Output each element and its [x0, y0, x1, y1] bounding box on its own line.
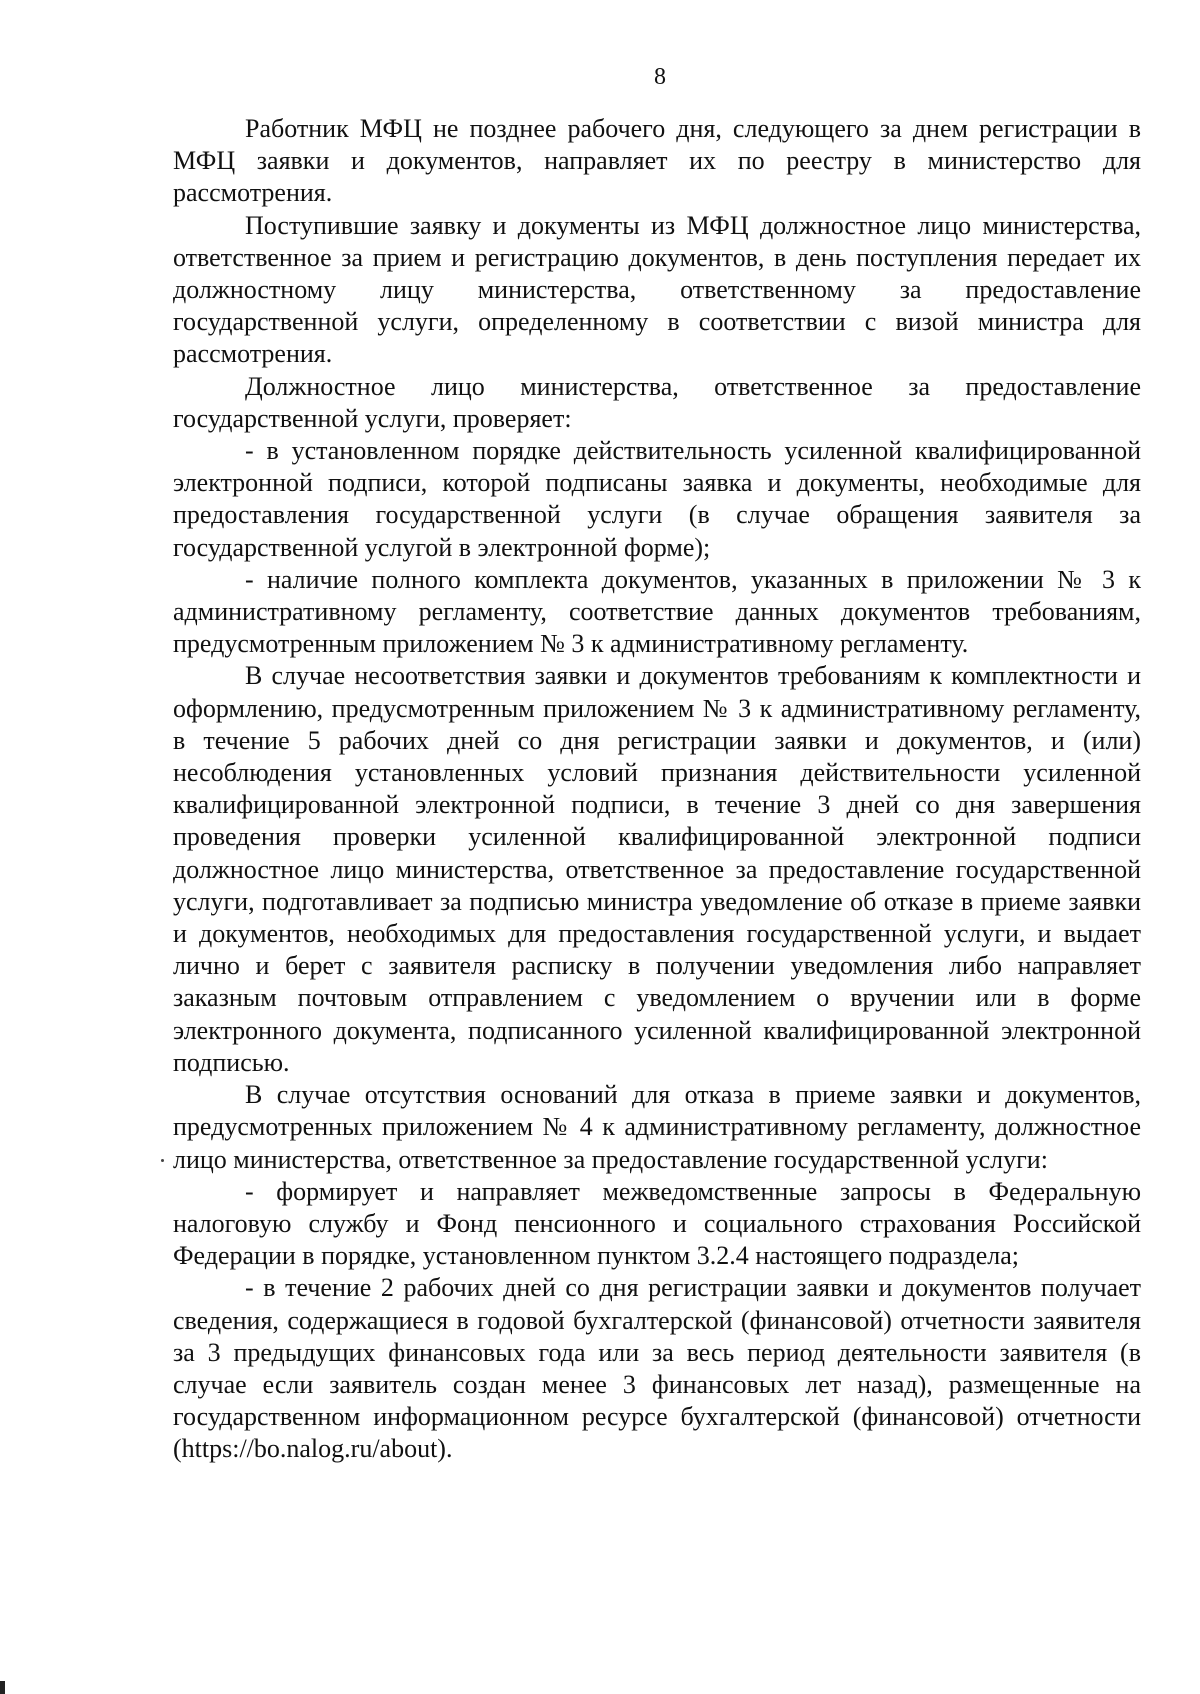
scan-artifact-dot	[161, 1159, 164, 1162]
list-item-interagency-requests: - формирует и направляет межведомственные запросы в Федеральную налоговую службу и Фонд пенсионного и социального страхования Российской Федерации в порядке, установленном пунктом 3.2.4 настоящего подраздела;	[173, 1176, 1141, 1271]
paragraph-no-refusal-grounds: В случае отсутствия оснований для отказа в приеме заявки и документов, предусмотренных приложением № 4 к административному регламенту, должностное лицо министерства, ответственное за предоставление государственной услуги:	[173, 1080, 1141, 1174]
list-item-financial-statements: - в течение 2 рабочих дней со дня регистрации заявки и документов получает сведения, содержащиеся в годовой бухгалтерской (финансовой) отчетности заявителя за 3 предыдущих финансовых года или за весь период деятельности заявителя (в случае если заявитель создан менее 3 финансовых лет назад), размещенные на государственном информационном ресурсе бухгалтерской (финансовой) отчетности (https://bo.nalog.ru/about).	[173, 1273, 1141, 1464]
paragraph-mfc-forwarding: Работник МФЦ не позднее рабочего дня, следующего за днем регистрации в МФЦ заявки и документов, направляет их по реестру в министерство для рассмотрения.	[173, 114, 1141, 208]
paragraph-official-checks: Должностное лицо министерства, ответственное за предоставление государственной услуги, проверяет:	[173, 371, 1141, 433]
paragraph-refusal-case: В случае несоответствия заявки и документов требованиям к комплектности и оформлению, предусмотренным приложением № 3 к административному регламенту, в течение 5 рабочих дней со дня регистрации заявки и документов, и (или) несоблюдения установленных условий признания действительности усиленной квалифицированной электронной подписи, в течение 3 дней со дня завершения проведения проверки усиленной квалифицированной электронной подписи должностное лицо министерства, ответственное за предоставление государственной услуги, подготавливает за подписью министра уведомление об отказе в приеме заявки и документов, необходимых для предоставления государственной услуги, и выдает лично и берет с заявителя расписку в получении уведомления либо направляет заказным почтовым отправлением с уведомлением о вручении или в форме электронного документа, подписанного усиленной квалифицированной электронной подписью.	[173, 661, 1141, 1077]
list-item-signature-validity: - в установленном порядке действительность усиленной квалифицированной электронной подписи, которой подписаны заявка и документы, необходимые для предоставления государственной услуги (в случае обращения заявителя за государственной услугой в электронной форме);	[173, 436, 1141, 562]
list-item-document-completeness: - наличие полного комплекта документов, указанных в приложении № 3 к административному регламенту, соответствие данных документов требованиям, предусмотренным приложением № 3 к административному регламенту.	[173, 564, 1141, 659]
paragraph-ministry-receipt: Поступившие заявку и документы из МФЦ должностное лицо министерства, ответственное за прием и регистрацию документов, в день поступления передает их должностному лицу министерства, ответственному за предоставление государственной услуги, определенному в соответствии с визой министра для рассмотрения.	[173, 210, 1141, 369]
page-number: 8	[654, 64, 666, 90]
scan-artifact-mark	[0, 1681, 5, 1694]
body-text	[173, 113, 1141, 1466]
